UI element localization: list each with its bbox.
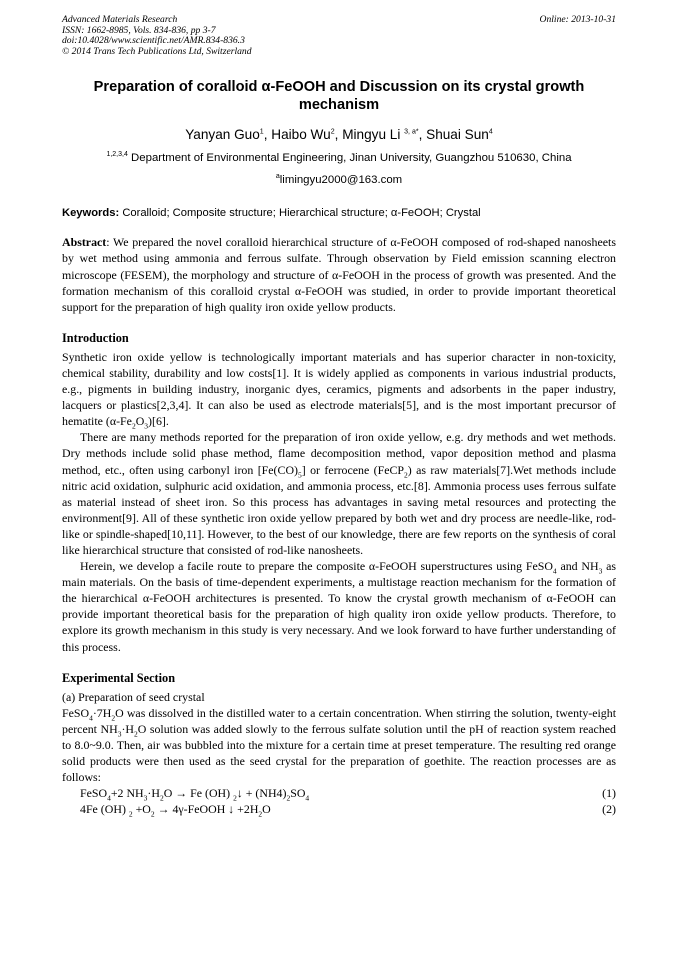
- contact-email: [62, 173, 616, 187]
- text-run: ·7H: [92, 705, 112, 720]
- author-list: Yanyan Guo$^1$, Haibo Wu$^2$, Mingyu Li $^{3, a*}$, Shuai Sun$^4$: [185, 127, 493, 143]
- text-run: ·H: [121, 721, 134, 736]
- affiliation-text: Department of Environmental Engineering, Jinan University, Guangzhou 510630, China: [131, 152, 572, 165]
- equation-number: (2): [602, 802, 616, 817]
- email-address: limingyu2000@163.com: [279, 174, 403, 187]
- copyright-line: © 2014 Trans Tech Publications Ltd, Switzerland: [62, 45, 252, 57]
- equation-1: [62, 785, 616, 801]
- equation-2: [62, 801, 616, 817]
- subscript: 2: [128, 809, 133, 819]
- text-run: FeSO: [80, 786, 108, 801]
- abstract-text: : We prepared the novel coralloid hierarchical structure of α-FeOOH composed of rod-shaped nanosheets by wet method using ammonia and ferrous sulfate. Through observation by Field emission scanning electron microscope (FESEM), the morphology and structure of α-FeOOH in the process of growth was presented. And the formation mechanism of this coralloid crystal α-FeOOH was studied, in order to provide important theoretical support for the preparation of high quality iron oxide yellow products.: [62, 235, 616, 314]
- equation-number: (1): [602, 786, 616, 801]
- subsection-heading: (a) Preparation of seed crystal: [62, 689, 205, 704]
- subscript: 3: [144, 421, 149, 431]
- author-name: Shuai Sun: [426, 127, 489, 143]
- text-run: +O: [132, 802, 151, 817]
- author-affil-marker: 1: [259, 128, 264, 136]
- abstract: [62, 234, 616, 314]
- text-run: ) as raw materials[7].Wet methods include nitric acid oxidation, sulphuric acid oxidation, and ammonia process, etc.[8]. Ammonia process uses ferrous sulfate as material instead of sheet iron. So this process has advantages in saving metal resources and protecting the environment[9]. All of these synthetic iron oxide yellow prepared by both wet and dry process are needle-like, rod-like or spindle-shaped[10,11]. However, to the best of our knowledge, there are few reports on the synthesis of coral like hierarchical structure that consisted of rod-like nanosheets.: [62, 462, 616, 557]
- text-run: ↓ + (NH4): [236, 786, 287, 801]
- subscript: 2: [258, 809, 263, 819]
- subscript: 2: [404, 469, 408, 479]
- text-run: FeSO: [62, 705, 90, 720]
- author-name: Haibo Wu: [271, 127, 331, 143]
- issn-line: ISSN: 1662-8985, Vols. 834-836, pp 3-7: [62, 24, 216, 36]
- subscript: 2: [131, 421, 136, 431]
- intro-paragraph-2: [62, 429, 616, 558]
- subscript: 2: [133, 729, 138, 739]
- affiliation: [62, 151, 616, 165]
- paper-title: Preparation of coralloid α-FeOOH and Discussion on its crystal growth mechanism: [93, 79, 585, 114]
- subscript: 3: [598, 566, 603, 576]
- text-run: There are many methods reported for the preparation of iron oxide yellow, e.g. dry methods and wet methods. Dry methods include solid phase method, flame decomposition method, vapor deposition method and plasma method, etc., often using carbonyl iron [Fe(CO): [62, 430, 616, 477]
- text-run: O: [135, 414, 145, 429]
- section-heading-experimental: Experimental Section: [62, 670, 176, 685]
- subscript: 2: [233, 793, 237, 803]
- subscript: 2: [150, 809, 155, 819]
- author-affil-marker: 4: [488, 128, 493, 136]
- subscript: 4: [552, 566, 557, 576]
- intro-paragraph-1: [62, 349, 616, 429]
- affiliation-marker: 1,2,3,4: [106, 151, 128, 159]
- text-run: O solution was added slowly to the ferrous sulfate solution until the pH of reaction system reached to 8.0~9.0. Then, air was bubbled into the mixture for a certain time at preset temperature. The resulting red orange solid products were then used as the seed crystal for the preparation of goethite. The reaction processes are as follows:: [62, 721, 617, 785]
- doi-line: doi:10.4028/www.scientific.net/AMR.834-836.3: [62, 35, 245, 47]
- subscript: 3: [117, 729, 122, 739]
- text-run: O: [262, 802, 271, 817]
- keywords-text: Coralloid; Composite structure; Hierarchical structure; α-FeOOH; Crystal: [122, 207, 481, 220]
- text-run: SO: [290, 786, 306, 801]
- subscript: 2: [111, 713, 116, 723]
- subscript: 5: [298, 469, 302, 479]
- text-run: O → Fe (OH): [163, 786, 234, 801]
- intro-paragraph-3: [62, 558, 616, 655]
- text-run: ] or ferrocene (FeCP: [301, 462, 405, 477]
- text-run: ·H: [147, 786, 160, 801]
- text-run: +2 NH: [110, 786, 144, 801]
- text-run: Herein, we develop a facile route to prepare the composite α-FeOOH superstructures using FeSO: [80, 559, 553, 574]
- text-run: 4Fe (OH): [80, 802, 129, 817]
- text-run: Synthetic iron oxide yellow is technologically important materials and has superior character in non-toxicity, chemical stability, durability and low costs[1]. It is widely applied as components in various industrial products, e.g., pigments in building industry, inorganic dyes, ceramics, pigments and adsorbents in the paper industry, lacquers or plastics[2,3,4]. It can also be used as electrode materials[5], and is the most important precursor of hematite (α-Fe: [62, 349, 616, 429]
- subscript: 4: [107, 793, 111, 803]
- text-run: and NH: [556, 559, 599, 574]
- text-run: as main materials. On the basis of time-dependent experiments, a multistage reaction mechanism for the formation of the hierarchical α-FeOOH architectures is presented. To know the crystal growth mechanism of α-FeOOH can provide important theoretical basis for the preparation of high quality iron oxide yellow products. Therefore, to explore its growth mechanism in this study is very necessary. And we look forward to have further understanding of this process.: [62, 559, 616, 654]
- section-heading-introduction: Introduction: [62, 330, 129, 345]
- subscript: 2: [286, 793, 291, 803]
- author-name: Mingyu Li: [342, 127, 401, 143]
- keywords: [62, 206, 616, 220]
- experimental-paragraph: [62, 705, 616, 785]
- email-marker: a: [275, 173, 280, 181]
- subscript: 4: [305, 793, 310, 803]
- online-date: Online: 2013-10-31: [539, 14, 616, 25]
- text-run: )[6].: [148, 414, 169, 429]
- journal-name: Advanced Materials Research: [62, 14, 178, 25]
- text-run: → 4γ-FeOOH ↓ +2H: [154, 802, 259, 817]
- subscript: 4: [89, 713, 93, 723]
- author-affil-marker: 3, a*: [404, 128, 419, 136]
- author-affil-marker: 2: [330, 128, 335, 136]
- abstract-label: Abstract: [62, 235, 107, 250]
- keywords-label: Keywords:: [62, 207, 120, 220]
- subscript: 2: [159, 793, 164, 803]
- author-name: Yanyan Guo: [185, 127, 260, 143]
- subscript: 3: [143, 793, 148, 803]
- journal-header: [62, 15, 616, 57]
- text-run: O was dissolved in the distilled water to a certain concentration. When stirring the solution, twenty-eight percent NH: [62, 705, 616, 736]
